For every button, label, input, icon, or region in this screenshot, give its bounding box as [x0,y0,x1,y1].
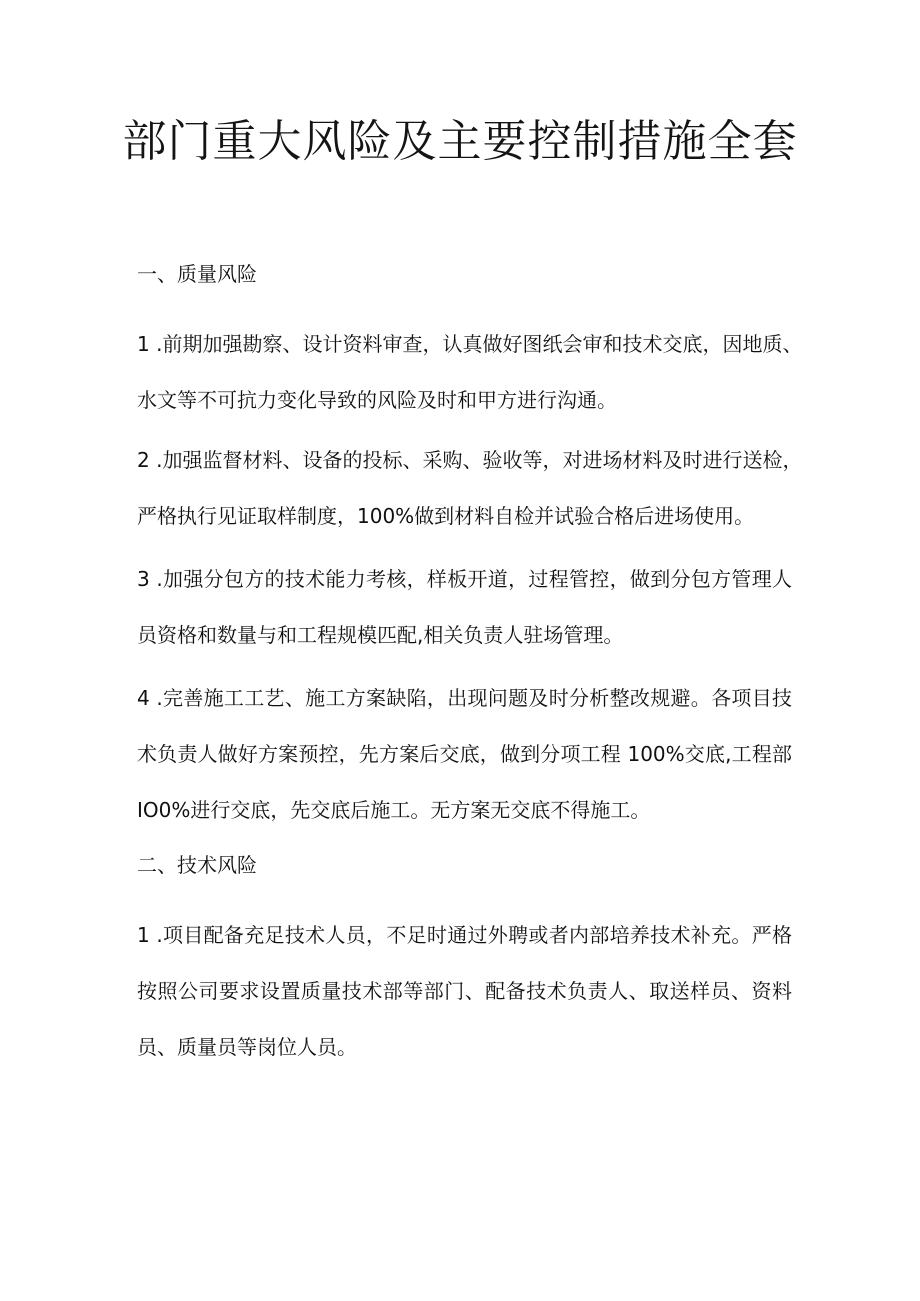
paragraph-quality-1 [137,330,803,414]
section-heading-quality-risk: 一、质量风险 [137,262,257,286]
paragraph-line: 严格执行见证取样制度，100%做到材料自检并试验合格后进场使用。 [137,504,755,528]
paragraph-line: 2 .加强监督材料、设备的投标、采购、验收等，对进场材料及时进行送检， [137,448,803,472]
paragraph-quality-3 [137,565,792,649]
paragraph-line: 术负责人做好方案预控，先方案后交底，做到分项工程 100%交底,工程部 [137,742,792,766]
paragraph-line: 员资格和数量与和工程规模匹配,相关负责人驻场管理。 [137,623,624,647]
paragraph-line: 员、质量员等岗位人员。 [137,1035,357,1059]
paragraph-line: 1 .前期加强勘察、设计资料审查，认真做好图纸会审和技术交底，因地质、 [137,332,803,356]
paragraph-line: IO0%进行交底，先交底后施工。无方案无交底不得施工。 [137,798,651,822]
paragraph-line: 3 .加强分包方的技术能力考核，样板开道，过程管控，做到分包方管理人 [137,567,792,591]
paragraph-quality-2 [137,446,803,530]
paragraph-line: 1 .项目配备充足技术人员，不足时通过外聘或者内部培养技术补充。严格 [137,923,792,947]
paragraph-technical-1 [137,921,792,1061]
paragraph-line: 按照公司要求设置质量技术部等部门、配备技术负责人、取送样员、资料 [137,979,792,1003]
paragraph-line: 水文等不可抗力变化导致的风险及时和甲方进行沟通。 [137,388,617,412]
paragraph-quality-4 [137,684,792,824]
document-title: 部门重大风险及主要控制措施全套 [122,116,798,167]
section-heading-technical-risk: 二、技术风险 [137,853,257,877]
paragraph-line: 4 .完善施工工艺、施工方案缺陷，出现问题及时分析整改规避。各项目技 [137,686,792,710]
